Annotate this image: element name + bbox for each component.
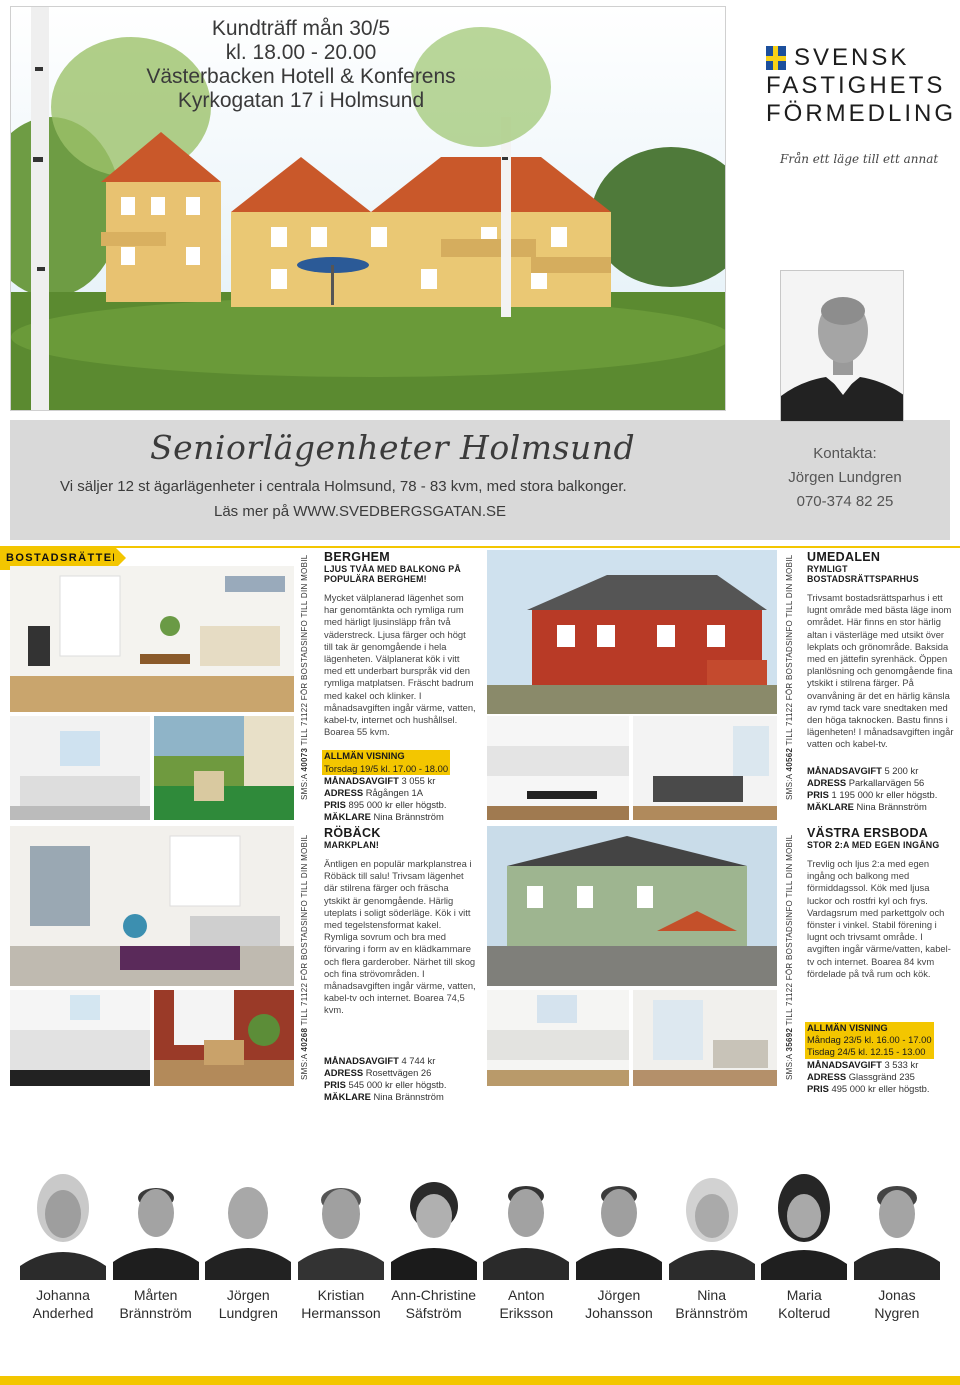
- price-row: [807, 1083, 957, 1095]
- listing-berghem[interactable]: [324, 550, 476, 824]
- sms-suffix: TILL 71122 FÖR BOSTADSINFO TILL DIN MOBIL: [785, 834, 794, 1028]
- address-row: [807, 1071, 957, 1083]
- staff-member: [298, 1158, 384, 1322]
- contact-block: [760, 442, 930, 514]
- sms-prefix: SMS:A: [300, 1051, 309, 1080]
- staff-last-name: Lundgren: [218, 1305, 278, 1321]
- listing-title: RÖBÄCK: [324, 826, 381, 840]
- staff-first-name: Nina: [697, 1287, 726, 1303]
- price-value: 895 000 kr eller högstb.: [348, 799, 447, 811]
- staff-first-name: Ann-Christine: [391, 1287, 477, 1303]
- staff-last-name: Brännström: [119, 1305, 192, 1321]
- price-value: 1 195 000 kr eller högstb.: [831, 789, 938, 801]
- address-label: ADRESS: [324, 787, 364, 799]
- swedish-flag-icon: [766, 46, 786, 70]
- sms-suffix: TILL 71122 FÖR BOSTADSINFO TILL DIN MOBIL: [785, 554, 794, 748]
- sms-code-roback: [300, 835, 309, 1080]
- logo-tagline: Från ett läge till ett annat: [780, 152, 939, 166]
- address-value: Parkallarvägen 56: [848, 776, 925, 788]
- viewing-label: ALLMÄN VISNING: [807, 1022, 888, 1034]
- staff-first-name: Anton: [507, 1287, 545, 1303]
- section-divider: [0, 546, 960, 548]
- staff-first-name: Johanna: [36, 1287, 90, 1303]
- agent-row: [324, 811, 476, 823]
- staff-member: [205, 1158, 291, 1322]
- staff-member: [113, 1158, 199, 1322]
- price-value: 545 000 kr eller högstb.: [348, 1079, 447, 1091]
- staff-member: [483, 1158, 569, 1322]
- agent-row: [807, 801, 957, 813]
- staff-first-name: Kristian: [317, 1287, 365, 1303]
- footer-accent-bar: [0, 1376, 960, 1385]
- fee-row: [807, 765, 957, 777]
- price-label: PRIS: [324, 1079, 346, 1091]
- staff-photo: [761, 1158, 847, 1280]
- hero-line-2: kl. 18.00 - 20.00: [225, 41, 377, 64]
- staff-photo: [113, 1158, 199, 1280]
- company-logo[interactable]: [766, 44, 957, 128]
- contact-name: Jörgen Lundgren: [788, 469, 902, 486]
- sms-code: 35692: [785, 1027, 794, 1052]
- price-label: PRIS: [807, 1083, 829, 1095]
- staff-first-name: Jörgen: [597, 1287, 641, 1303]
- sms-code-berghem: [300, 555, 309, 800]
- price-row: [324, 799, 476, 811]
- listing-body: Trivsamt bostadsrättsparhus i ett lugnt område med bästa läge inom området. Här finns en stor härlig altan i västerläge med utsikt över lekplats och grönområde. Baksida med en jättefin syrenhäck. Öppen planlösning och genomgående fina ytskikt i stilrena färger. På ovanvåning är det en härlig känsla av rymd tack vare snedtaken med den höga taknocken. Bastu finns i lägenheten! I månadsavgiften ingår vatten och kabel-tv.: [807, 592, 954, 750]
- fee-value: 5 200 kr: [884, 764, 919, 776]
- sms-code-vastra-ersboda: [785, 835, 794, 1080]
- listing-umedalen[interactable]: [807, 550, 957, 813]
- fee-row: [807, 1059, 957, 1071]
- price-value: 495 000 kr eller högstb.: [831, 1083, 930, 1095]
- staff-photo: [205, 1158, 291, 1280]
- contact-photo: [780, 270, 904, 422]
- sms-code: 40268: [300, 1027, 309, 1052]
- banner-headline: Seniorlägenheter Holmsund: [150, 428, 636, 467]
- umedalen-photo-exterior: [487, 550, 777, 714]
- address-row: [324, 1067, 476, 1079]
- agent-row: [324, 1091, 476, 1103]
- fee-value: 3 533 kr: [884, 1058, 919, 1070]
- readmore-link[interactable]: WWW.SVEDBERGSGATAN.SE: [293, 503, 507, 520]
- viewing-badge: [322, 750, 450, 774]
- staff-first-name: Mårten: [133, 1287, 178, 1303]
- section-tab: BOSTADSRÄTTER: [0, 546, 114, 570]
- staff-member: [669, 1158, 755, 1322]
- listing-roback[interactable]: [324, 826, 476, 1103]
- berghem-photo-balcony: [154, 716, 294, 820]
- sms-suffix: TILL 71122 FÖR BOSTADSINFO TILL DIN MOBIL: [300, 554, 309, 748]
- staff-first-name: Jonas: [878, 1287, 916, 1303]
- vastra-photo-kitchen: [487, 990, 629, 1086]
- staff-last-name: Brännström: [675, 1305, 748, 1321]
- sms-code: 40073: [300, 747, 309, 772]
- address-value: Glassgränd 235: [848, 1070, 915, 1082]
- price-label: PRIS: [807, 789, 829, 801]
- roback-photo-kitchen: [10, 990, 150, 1086]
- vastra-photo-living: [633, 990, 777, 1086]
- fee-label: MÅNADSAVGIFT: [807, 1058, 882, 1070]
- banner-readmore: [214, 503, 506, 520]
- fee-row: [324, 1055, 476, 1067]
- listing-subtitle: LJUS TVÅA MED BALKONG PÅ POPULÄRA BERGHEM!: [324, 564, 461, 584]
- agent-value: Nina Brännström: [373, 1091, 444, 1103]
- price-row: [324, 1079, 476, 1091]
- banner-subline: Vi säljer 12 st ägarlägenheter i centrala Holmsund, 78 - 83 kvm, med stora balkonger.: [60, 478, 627, 495]
- staff-member: [20, 1158, 106, 1322]
- contact-label: Kontakta:: [813, 445, 877, 462]
- listing-body: Trevlig och ljus 2:a med egen ingång och balkong med förmiddagssol. Kök med ljusa luckor och rostfri kyl och frys. Vardagsrum med parkettgolv och fönster i vinkel. Stabil förening i lugnt och trivsamt område. I avgiften ingår värme/vatten, kabel-tv och internet. Boarea 84 kvm fördelade på två rum och kök.: [807, 858, 951, 979]
- staff-last-name: Anderhed: [32, 1305, 94, 1321]
- sms-code-umedalen: [785, 555, 794, 800]
- staff-photo: [483, 1158, 569, 1280]
- hero-line-4: Kyrkogatan 17 i Holmsund: [177, 89, 425, 112]
- staff-photo: [576, 1158, 662, 1280]
- listing-vastra-ersboda[interactable]: [807, 826, 957, 1095]
- staff-first-name: Maria: [786, 1287, 822, 1303]
- listing-subtitle: MARKPLAN!: [324, 840, 380, 850]
- berghem-photo-living: [10, 566, 294, 712]
- fee-value: 3 055 kr: [401, 774, 436, 786]
- viewing-time-1: Måndag 23/5 kl. 16.00 - 17.00: [807, 1034, 932, 1046]
- address-label: ADRESS: [807, 1070, 847, 1082]
- logo-word-2: FASTIGHETS: [766, 72, 946, 99]
- address-value: Rosettvägen 26: [365, 1066, 432, 1078]
- viewing-badge: [805, 1022, 934, 1059]
- staff-last-name: Kolterud: [778, 1305, 831, 1321]
- roback-photo-living: [10, 826, 294, 986]
- staff-member: [576, 1158, 662, 1322]
- hero-line-3: Västerbacken Hotell & Konferens: [146, 65, 456, 88]
- fee-row: [324, 775, 476, 787]
- hero-event-text: [11, 17, 591, 113]
- staff-member: [391, 1158, 477, 1322]
- listing-subtitle: STOR 2:A MED EGEN INGÅNG: [807, 840, 940, 850]
- fee-label: MÅNADSAVGIFT: [324, 1054, 399, 1066]
- agent-value: Nina Brännström: [373, 811, 444, 823]
- umedalen-photo-kitchen: [487, 716, 629, 820]
- listing-body: Mycket välplanerad lägenhet som har genomtänkta och rymliga rum med härligt ljusinsläpp från två väderstreck. Ljusa färger och högt till tak är genomgående i hela lägenheten. Välplanerat kök i vitt med ett underbart burspråk vid den rymliga matplatsen. Fräscht badrum med kakel och klinker. I månadsavgiften ingår värme, vatten, kabel-tv, internet och hushållsel. Boarea 55 kvm.: [324, 592, 476, 738]
- listing-title: UMEDALEN: [807, 550, 881, 564]
- staff-first-name: Jörgen: [226, 1287, 270, 1303]
- sms-prefix: SMS:A: [785, 1051, 794, 1080]
- listing-title: BERGHEM: [324, 550, 390, 564]
- price-row: [807, 789, 957, 801]
- staff-member: [761, 1158, 847, 1322]
- address-row: [807, 777, 957, 789]
- contact-phone[interactable]: 070-374 82 25: [796, 493, 894, 510]
- sms-suffix: TILL 71122 FÖR BOSTADSINFO TILL DIN MOBIL: [300, 834, 309, 1028]
- agent-label: MÄKLARE: [324, 811, 371, 823]
- readmore-prefix: Läs mer på: [214, 503, 294, 520]
- address-value: Rågången 1A: [365, 787, 424, 799]
- logo-word-3: FÖRMEDLING: [766, 100, 957, 127]
- address-label: ADRESS: [324, 1066, 364, 1078]
- viewing-time: Torsdag 19/5 kl. 17.00 - 18.00: [324, 762, 449, 774]
- hero-illustration: [10, 6, 726, 411]
- staff-photo: [854, 1158, 940, 1280]
- staff-photo: [298, 1158, 384, 1280]
- address-row: [324, 787, 476, 799]
- staff-photo: [391, 1158, 477, 1280]
- staff-member: [854, 1158, 940, 1322]
- listing-body: Äntligen en populär markplanstrea i Röbäck till salu! Trivsam lägenhet där stilrena färger och fräscha ytskikt är genomgående. Härlig uteplats i soligt söderläge. Kök i vitt med tegelstensformat kakel. Rymliga sovrum och bra med förvaring i form av en klädkammare och flera garderober. Närhet till skog och fina strövområden. I månadsavgiften ingår värme, vatten, kabel-tv och internet. Boarea 74,5 kvm.: [324, 858, 476, 1016]
- sms-code: 40562: [785, 747, 794, 772]
- agent-label: MÄKLARE: [807, 801, 854, 813]
- staff-photo: [20, 1158, 106, 1280]
- viewing-time-2: Tisdag 24/5 kl. 12.15 - 13.00: [807, 1046, 926, 1058]
- fee-value: 4 744 kr: [401, 1054, 436, 1066]
- sms-prefix: SMS:A: [785, 771, 794, 800]
- fee-label: MÅNADSAVGIFT: [324, 774, 399, 786]
- umedalen-photo-living: [633, 716, 777, 820]
- staff-last-name: Säfström: [405, 1305, 462, 1321]
- listing-title: VÄSTRA ERSBODA: [807, 826, 929, 840]
- logo-word-1: SVENSK: [794, 44, 910, 71]
- address-label: ADRESS: [807, 776, 847, 788]
- hero-line-1: Kundträff mån 30/5: [211, 17, 391, 40]
- listing-subtitle: RYMLIGT BOSTADSRÄTTSPARHUS: [807, 564, 919, 584]
- staff-photo: [669, 1158, 755, 1280]
- staff-last-name: Nygren: [874, 1305, 920, 1321]
- viewing-label: ALLMÄN VISNING: [324, 750, 405, 762]
- vastra-photo-exterior: [487, 826, 777, 986]
- berghem-photo-kitchen: [10, 716, 150, 820]
- staff-last-name: Johansson: [585, 1305, 653, 1321]
- staff-last-name: Hermansson: [301, 1305, 381, 1321]
- staff-row: [20, 1158, 940, 1322]
- agent-value: Nina Brännström: [856, 801, 927, 813]
- fee-label: MÅNADSAVGIFT: [807, 764, 882, 776]
- price-label: PRIS: [324, 799, 346, 811]
- staff-last-name: Eriksson: [499, 1305, 554, 1321]
- roback-photo-patio: [154, 990, 294, 1086]
- agent-label: MÄKLARE: [324, 1091, 371, 1103]
- sms-prefix: SMS:A: [300, 771, 309, 800]
